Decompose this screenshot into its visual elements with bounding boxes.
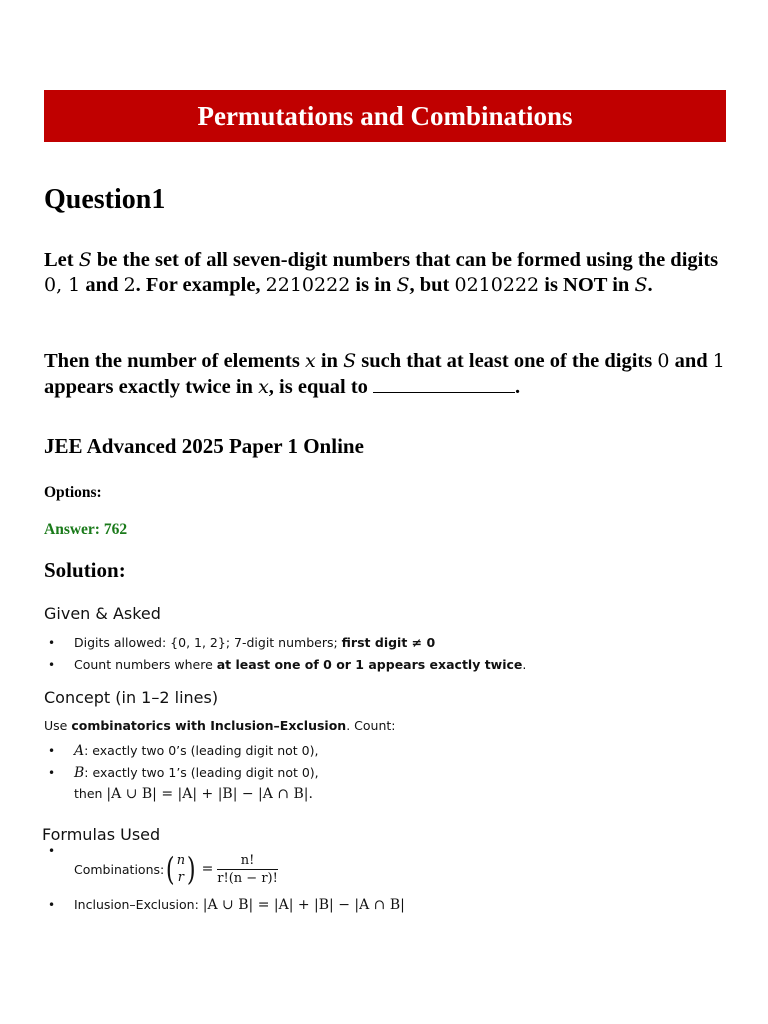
q1-math-s: S: [396, 274, 410, 296]
q2-math-x: x: [305, 350, 316, 372]
q1-math-digits: 0, 1: [44, 274, 81, 296]
formula-label: • Combinations:: [74, 861, 165, 877]
q2-text: Then the number of elements: [44, 350, 305, 372]
given-text: Count numbers where: [74, 657, 217, 672]
fraction-numerator: n!: [217, 853, 278, 870]
question-paragraph-2: [44, 349, 734, 400]
formula-inclusion-exclusion: [48, 894, 405, 916]
formulas-list: [48, 844, 405, 916]
concept-then: [74, 786, 313, 802]
formulas-heading: Formulas Used: [42, 825, 161, 844]
concept-bold: combinatorics with Inclusion–Exclusion: [71, 718, 347, 733]
concept-text: . Count:: [346, 718, 396, 733]
inclusion-exclusion-math: |A ∪ B| = |A| + |B| − |A ∩ B|.: [106, 786, 313, 802]
given-heading: Given & Asked: [44, 604, 161, 623]
given-bold: first digit ≠ 0: [341, 635, 436, 650]
concept-list: [48, 740, 319, 784]
q1-math-example: 0210222: [454, 274, 540, 296]
q1-text: and: [80, 274, 124, 296]
solution-title: Solution:: [44, 558, 126, 582]
q2-text: and: [669, 350, 713, 372]
concept-text: : exactly two 1’s (leading digit not 0),: [84, 765, 319, 780]
topic-banner: [44, 90, 726, 142]
q1-math-s: S: [78, 249, 92, 271]
binom-bottom: r: [177, 870, 184, 885]
q1-text: be the set of all seven-digit numbers that can be formed using the digits: [91, 249, 719, 271]
concept-line: [44, 718, 395, 733]
q2-text: such that at least one of the digits: [356, 350, 658, 372]
q2-math-x: x: [258, 376, 269, 398]
q1-math-example: 2210222: [265, 274, 351, 296]
q2-text: , is equal to: [268, 376, 374, 398]
q1-math-digit: 2: [123, 274, 136, 296]
concept-text: Use: [44, 718, 72, 733]
q2-math-digit: 1: [712, 350, 725, 372]
formula-combinations: [48, 844, 405, 894]
math-var-a: A: [74, 743, 85, 759]
concept-text: then: [74, 786, 107, 801]
q2-math-s: S: [343, 350, 357, 372]
answer-blank: [373, 374, 515, 393]
q2-text: in: [315, 350, 344, 372]
concept-heading: Concept (in 1–2 lines): [44, 688, 219, 707]
binomial-coefficient: ( n r ): [166, 850, 196, 888]
given-bold: at least one of 0 or 1 appears exactly twice: [216, 657, 523, 672]
question-title: Question1: [44, 184, 166, 215]
q1-text: Let: [44, 249, 79, 271]
fraction-denominator: r!(n − r)!: [217, 870, 278, 886]
math-var-b: B: [74, 765, 85, 781]
concept-item-b: [48, 762, 319, 784]
q1-math-s: S: [634, 274, 648, 296]
concept-text: : exactly two 0’s (leading digit not 0),: [84, 743, 319, 758]
q1-text: is in: [350, 274, 397, 296]
question-paragraph-1: [44, 248, 734, 298]
q1-text: . For example,: [135, 274, 266, 296]
concept-item-a: [48, 740, 319, 762]
given-item-count: [48, 654, 526, 676]
equals-sign: =: [201, 861, 214, 877]
q2-math-digit: 0: [657, 350, 670, 372]
q2-text: appears exactly twice in: [44, 376, 259, 398]
binom-top: n: [176, 853, 186, 868]
exam-source: JEE Advanced 2025 Paper 1 Online: [44, 434, 364, 458]
q1-text: .: [647, 274, 653, 296]
factorial-fraction: [217, 853, 278, 886]
given-text: .: [522, 657, 527, 672]
given-list: [48, 632, 526, 676]
given-text: Digits allowed: {0, 1, 2}; 7-digit numbers;: [74, 635, 342, 650]
topic-title: Permutations and Combinations: [197, 100, 573, 131]
q1-text: , but: [409, 274, 455, 296]
q2-text: .: [515, 376, 521, 398]
formula-label: Inclusion–Exclusion:: [74, 897, 203, 912]
options-label: Options:: [44, 484, 102, 501]
answer-text: Answer: 762: [44, 521, 128, 538]
inclusion-exclusion-math: |A ∪ B| = |A| + |B| − |A ∩ B|: [202, 897, 405, 913]
q1-text: is NOT in: [539, 274, 635, 296]
given-item-digits: [48, 632, 526, 654]
